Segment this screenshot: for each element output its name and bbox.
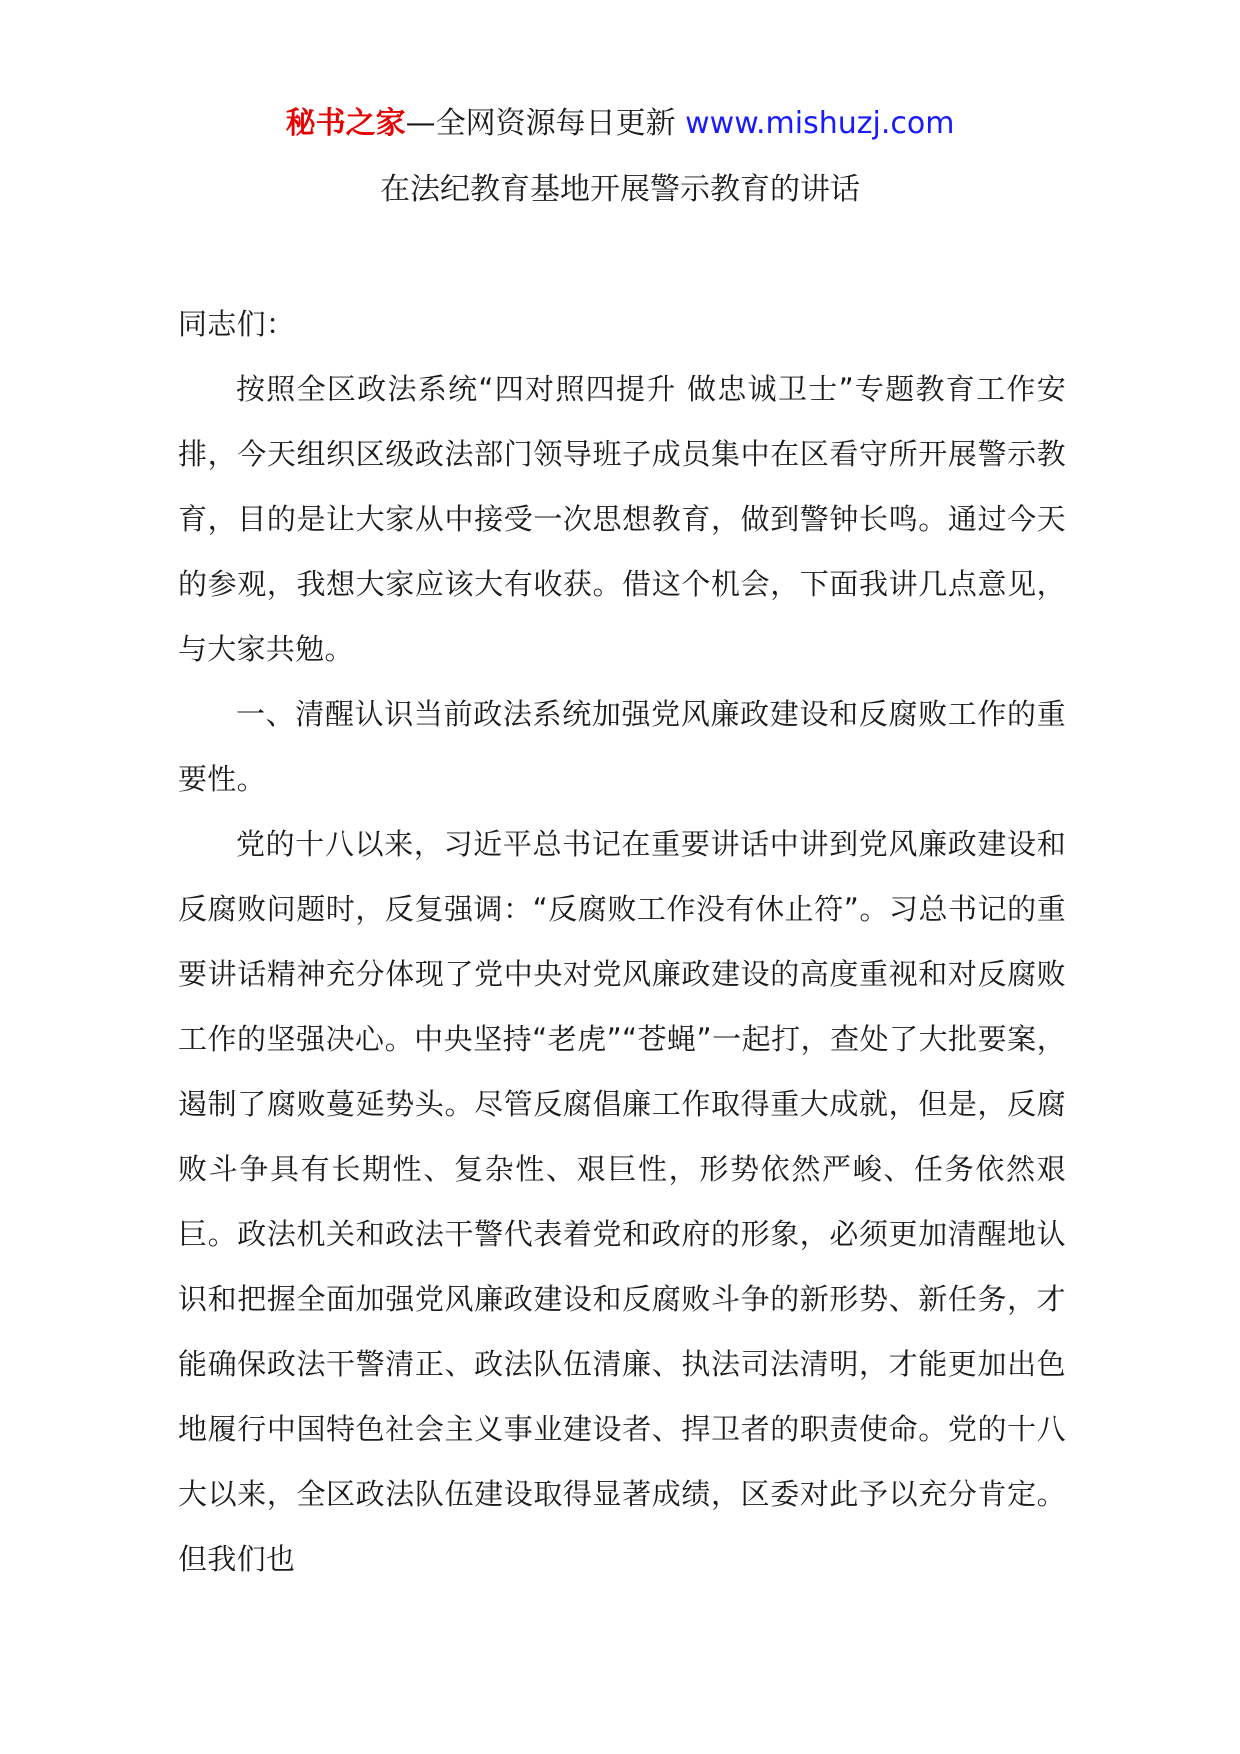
site-url-link[interactable]: www.mishuzj.com bbox=[685, 106, 955, 141]
greeting: 同志们： bbox=[178, 307, 296, 341]
header-tagline: —全网资源每日更新 bbox=[405, 106, 686, 141]
paragraph-2: 党的十八以来，习近平总书记在重要讲话中讲到党风廉政建设和反腐败问题时，反复强调：“反腐败工作没有休止符”。习总书记的重要讲话精神充分体现了党中央对党风廉政建设的高度重视和对反腐败工作的坚强决心。中央坚持“老虎”“苍蝇”一起打，查处了大批要案，遏制了腐败蔓延势头。尽管反腐倡廉工作取得重大成就，但是，反腐败斗争具有长期性、复杂性、艰巨性，形势依然严峻、任务依然艰巨。政法机关和政法干警代表着党和政府的形象，必须更加清醒地认识和把握全面加强党风廉政建设和反腐败斗争的新形势、新任务，才能确保政法干警清正、政法队伍清廉、执法司法清明，才能更加出色地履行中国特色社会主义事业建设者、捍卫者的职责使命。党的十八大以来，全区政法队伍建设取得显著成绩，区委对此予以充分肯定。但我们也 bbox=[178, 827, 1066, 1576]
site-header bbox=[0, 100, 1240, 148]
brand-name: 秘书之家 bbox=[285, 106, 406, 141]
section-heading-1: 一、清醒认识当前政法系统加强党风廉政建设和反腐败工作的重要性。 bbox=[178, 697, 1066, 796]
document-body bbox=[178, 292, 1066, 1592]
paragraph-1: 按照全区政法系统“四对照四提升 做忠诚卫士”专题教育工作安排，今天组织区级政法部门领导班子成员集中在区看守所开展警示教育，目的是让大家从中接受一次思想教育，做到警钟长鸣。通过今天的参观，我想大家应该大有收获。借这个机会，下面我讲几点意见，与大家共勉。 bbox=[178, 372, 1066, 666]
document-title: 在法纪教育基地开展警示教育的讲话 bbox=[380, 172, 860, 207]
